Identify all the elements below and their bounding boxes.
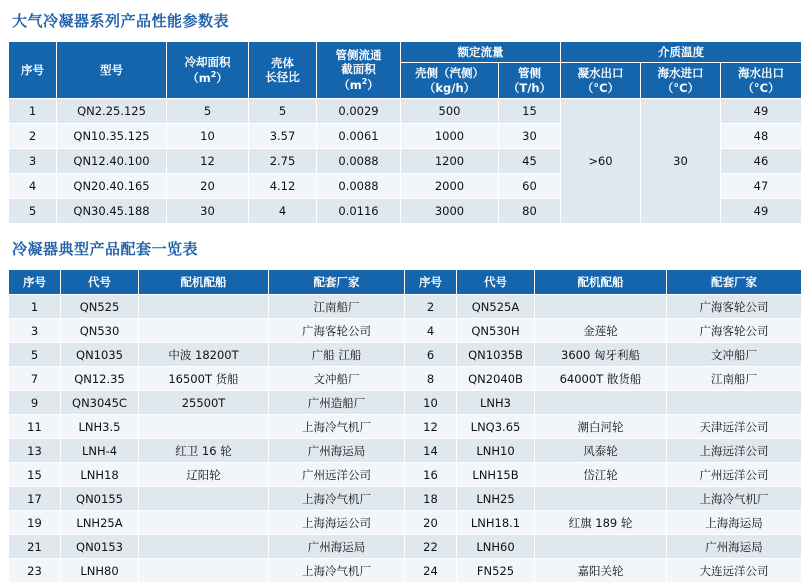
cell-seawater-outlet: 46 — [721, 149, 802, 174]
table-row — [9, 559, 802, 583]
cell-ship: 岱江轮 — [535, 463, 667, 487]
table-row — [9, 319, 802, 343]
cell-cooling-area: 30 — [167, 199, 249, 224]
th-shell-side-label: 壳侧（汽侧） — [415, 66, 484, 81]
cell-model: QN30.45.188 — [57, 199, 167, 224]
th-seawater-inlet: 海水进口 （°C） — [641, 63, 721, 99]
table-row — [9, 391, 802, 415]
cell-maker: 上海冷气机厂 — [269, 415, 405, 439]
cell-ship — [139, 487, 269, 511]
th2-ship-left: 配机配船 — [139, 270, 269, 295]
th-tube-side-label: 管侧 — [518, 66, 541, 81]
th-seawater-outlet: 海水出口 （°C） — [721, 63, 802, 99]
th-cooling-area-label: 冷却面积 — [184, 55, 231, 70]
th-tube-area-unit: m — [349, 77, 362, 92]
cell-ship: 金莲轮 — [535, 319, 667, 343]
cell-code: QN1035 — [61, 343, 139, 367]
cell-tube-area: 0.0029 — [317, 99, 401, 124]
th-group-rated-flow: 额定流量 — [401, 42, 561, 63]
cell-maker: 上海海运公司 — [269, 511, 405, 535]
cell-maker: 广州远洋公司 — [269, 463, 405, 487]
cell-index: 1 — [9, 295, 61, 319]
th-tube-side: 管侧 （T/h） — [499, 63, 561, 99]
th-seawater-outlet-label: 海水出口 — [738, 66, 784, 81]
page-title-performance: 大气冷凝器系列产品性能参数表 — [12, 12, 230, 30]
cell-maker: 广州海运局 — [269, 535, 405, 559]
cell-tube-area: 0.0088 — [317, 174, 401, 199]
cell-ship — [139, 535, 269, 559]
th-cooling-area-unit-sup: 2 — [210, 69, 217, 79]
th-model: 型号 — [57, 42, 167, 99]
cell-tube-side: 60 — [499, 174, 561, 199]
cell-maker: 上海冷气机厂 — [667, 487, 802, 511]
th-shell-side-unit: kg/h — [435, 80, 464, 95]
cell-code: QN12.35 — [61, 367, 139, 391]
table-row — [9, 487, 802, 511]
cell-maker: 广海客轮公司 — [269, 319, 405, 343]
cell-maker: 江南船厂 — [667, 367, 802, 391]
cell-index: 2 — [405, 295, 457, 319]
cell-maker: 大连远洋公司 — [667, 559, 802, 583]
th-tube-side-unit: T/h — [519, 80, 540, 95]
cell-maker: 广海客轮公司 — [667, 319, 802, 343]
cell-index: 3 — [9, 149, 57, 174]
cell-ship — [139, 559, 269, 583]
cell-ship — [535, 295, 667, 319]
cell-maker: 上海冷气机厂 — [269, 559, 405, 583]
cell-code: LNH25A — [61, 511, 139, 535]
cell-maker: 广海客轮公司 — [667, 295, 802, 319]
cell-maker: 广州海运局 — [667, 535, 802, 559]
cell-ship: 红卫 16 轮 — [139, 439, 269, 463]
cell-index: 10 — [405, 391, 457, 415]
cell-ship: 潮白河轮 — [535, 415, 667, 439]
performance-parameter-table — [8, 41, 802, 224]
cell-maker: 文冲船厂 — [667, 343, 802, 367]
cell-maker: 文冲船厂 — [269, 367, 405, 391]
cell-code: LNH3.5 — [61, 415, 139, 439]
cell-maker: 上海冷气机厂 — [269, 487, 405, 511]
cell-index: 3 — [9, 319, 61, 343]
cell-seawater-outlet: 49 — [721, 199, 802, 224]
page-title-matching-list: 冷凝器典型产品配套一览表 — [12, 240, 199, 259]
cell-tube-side: 80 — [499, 199, 561, 224]
cell-seawater-inlet: 30 — [641, 99, 721, 224]
th-shell-ratio-line2: 长径比 — [265, 70, 300, 85]
th-condensate-outlet-unit: °C — [593, 80, 608, 95]
cell-code: QN2040B — [457, 367, 535, 391]
th-cooling-area: 冷却面积 $(m^2)$ — [167, 42, 249, 99]
table-row — [9, 463, 802, 487]
th-seawater-inlet-label: 海水进口 — [657, 66, 704, 81]
cell-code: LNH18 — [61, 463, 139, 487]
cell-index: 23 — [9, 559, 61, 583]
cell-shell-ratio: 3.57 — [249, 124, 317, 149]
table-row — [9, 439, 802, 463]
cell-index: 21 — [9, 535, 61, 559]
th2-index-right: 序号 — [405, 270, 457, 295]
cell-ship: 中波 18200T — [139, 343, 269, 367]
cell-ship: 风泰轮 — [535, 439, 667, 463]
th2-code-left: 代号 — [61, 270, 139, 295]
cell-index: 19 — [9, 511, 61, 535]
cell-index: 2 — [9, 124, 57, 149]
cell-ship: 辽阳轮 — [139, 463, 269, 487]
cell-ship — [535, 535, 667, 559]
cell-index: 22 — [405, 535, 457, 559]
table-row — [9, 535, 802, 559]
cell-code: LNH60 — [457, 535, 535, 559]
th2-index-left: 序号 — [9, 270, 61, 295]
table-row — [9, 367, 802, 391]
th-shell-ratio — [249, 42, 317, 99]
cell-index: 18 — [405, 487, 457, 511]
cell-code: QN525A — [457, 295, 535, 319]
cell-index: 15 — [9, 463, 61, 487]
typical-product-matching-table — [8, 269, 802, 583]
th-tube-area-line1: 管侧流通 — [335, 48, 382, 63]
cell-ship: 嘉阳关轮 — [535, 559, 667, 583]
cell-ship — [139, 295, 269, 319]
cell-index: 4 — [9, 174, 57, 199]
cell-shell-ratio: 5 — [249, 99, 317, 124]
th2-ship-right: 配机配船 — [535, 270, 667, 295]
cell-index: 1 — [9, 99, 57, 124]
cell-cooling-area: 20 — [167, 174, 249, 199]
cell-maker — [667, 391, 802, 415]
th-shell-side: 壳侧（汽侧） （kg/h） — [401, 63, 499, 99]
cell-maker: 上海海运局 — [667, 511, 802, 535]
cell-ship — [139, 415, 269, 439]
cell-index: 9 — [9, 391, 61, 415]
cell-maker: 广州海运局 — [269, 439, 405, 463]
th-tube-area-line2: 截面积 — [341, 62, 376, 77]
cell-code: LNH10 — [457, 439, 535, 463]
cell-code: QN530H — [457, 319, 535, 343]
cell-code: LNH-4 — [61, 439, 139, 463]
cell-ship: 25500T — [139, 391, 269, 415]
cell-ship — [139, 511, 269, 535]
cell-index: 5 — [9, 343, 61, 367]
cell-code: QN3045C — [61, 391, 139, 415]
cell-code: LNH15B — [457, 463, 535, 487]
cell-ship — [535, 487, 667, 511]
cell-code: QN0155 — [61, 487, 139, 511]
cell-cooling-area: 5 — [167, 99, 249, 124]
cell-ship: 3600 匈牙利船 — [535, 343, 667, 367]
cell-ship — [139, 319, 269, 343]
cell-code: LNQ3.65 — [457, 415, 535, 439]
cell-ship — [535, 391, 667, 415]
cell-shell-ratio: 4 — [249, 199, 317, 224]
th2-maker-left: 配套厂家 — [269, 270, 405, 295]
table-row — [9, 99, 802, 124]
cell-shell-side: 2000 — [401, 174, 499, 199]
table-row — [9, 415, 802, 439]
cell-seawater-outlet: 47 — [721, 174, 802, 199]
th-seawater-inlet-unit: °C — [673, 80, 688, 95]
cell-condensate-outlet: >60 — [561, 99, 641, 224]
cell-cooling-area: 12 — [167, 149, 249, 174]
cell-shell-ratio: 2.75 — [249, 149, 317, 174]
cell-shell-side: 1000 — [401, 124, 499, 149]
cell-index: 13 — [9, 439, 61, 463]
th-cooling-area-unit: m — [198, 70, 211, 85]
cell-index: 16 — [405, 463, 457, 487]
cell-index: 4 — [405, 319, 457, 343]
cell-index: 8 — [405, 367, 457, 391]
cell-tube-side: 30 — [499, 124, 561, 149]
cell-shell-side: 500 — [401, 99, 499, 124]
cell-model: QN20.40.165 — [57, 174, 167, 199]
th-condensate-outlet: 凝水出口 （°C） — [561, 63, 641, 99]
cell-code: QN530 — [61, 319, 139, 343]
cell-model: QN2.25.125 — [57, 99, 167, 124]
cell-index: 12 — [405, 415, 457, 439]
cell-maker: 广州远洋公司 — [667, 463, 802, 487]
cell-index: 7 — [9, 367, 61, 391]
table-row — [9, 511, 802, 535]
matching-table-body — [9, 295, 802, 583]
th-group-medium-temp: 介质温度 — [561, 42, 802, 63]
th-seawater-outlet-unit: °C — [753, 80, 769, 95]
cell-index: 11 — [9, 415, 61, 439]
cell-shell-ratio: 4.12 — [249, 174, 317, 199]
cell-code: QN525 — [61, 295, 139, 319]
cell-ship: 64000T 散货船 — [535, 367, 667, 391]
cell-seawater-outlet: 49 — [721, 99, 802, 124]
cell-tube-area: 0.0088 — [317, 149, 401, 174]
cell-code: QN0153 — [61, 535, 139, 559]
table-row — [9, 343, 802, 367]
cell-index: 17 — [9, 487, 61, 511]
cell-index: 20 — [405, 511, 457, 535]
cell-index: 14 — [405, 439, 457, 463]
cell-code: FN525 — [457, 559, 535, 583]
cell-code: LNH80 — [61, 559, 139, 583]
cell-maker: 江南船厂 — [269, 295, 405, 319]
cell-maker: 天津远洋公司 — [667, 415, 802, 439]
cell-cooling-area: 10 — [167, 124, 249, 149]
cell-index: 5 — [9, 199, 57, 224]
cell-tube-side: 45 — [499, 149, 561, 174]
th2-code-right: 代号 — [457, 270, 535, 295]
table-header-row — [9, 270, 802, 295]
cell-code: LNH25 — [457, 487, 535, 511]
cell-shell-side: 1200 — [401, 149, 499, 174]
th-index: 序号 — [9, 42, 57, 99]
cell-maker: 上海远洋公司 — [667, 439, 802, 463]
th-shell-ratio-line1: 壳体 — [271, 55, 294, 70]
th-tube-area-unit-sup: 2 — [361, 76, 368, 86]
cell-ship: 红旗 189 轮 — [535, 511, 667, 535]
cell-index: 6 — [405, 343, 457, 367]
cell-tube-side: 15 — [499, 99, 561, 124]
cell-code: LNH18.1 — [457, 511, 535, 535]
table-row — [9, 295, 802, 319]
cell-tube-area: 0.0116 — [317, 199, 401, 224]
cell-maker: 广船 江船 — [269, 343, 405, 367]
cell-ship: 16500T 货船 — [139, 367, 269, 391]
cell-shell-side: 3000 — [401, 199, 499, 224]
cell-seawater-outlet: 48 — [721, 124, 802, 149]
cell-maker: 广州造船厂 — [269, 391, 405, 415]
cell-tube-area: 0.0061 — [317, 124, 401, 149]
cell-model: QN10.35.125 — [57, 124, 167, 149]
th2-maker-right: 配套厂家 — [667, 270, 802, 295]
cell-model: QN12.40.100 — [57, 149, 167, 174]
cell-code: QN1035B — [457, 343, 535, 367]
table-header-row-1 — [9, 42, 802, 63]
th-condensate-outlet-label: 凝水出口 — [577, 66, 624, 81]
th-tube-area: 管侧流通 截面积 $(m^2)$ — [317, 42, 401, 99]
cell-code: LNH3 — [457, 391, 535, 415]
cell-index: 24 — [405, 559, 457, 583]
